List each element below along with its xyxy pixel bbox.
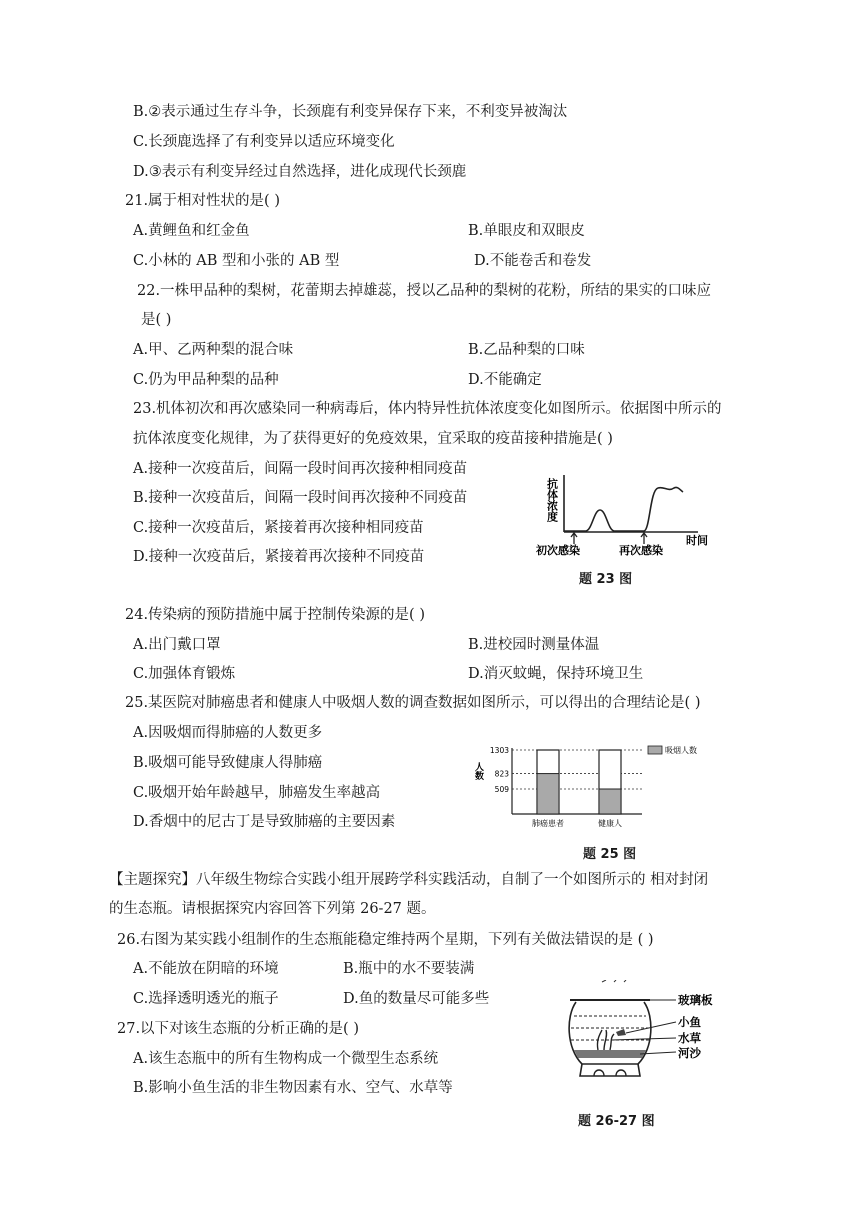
first-infection-label: 初次感染 xyxy=(536,544,580,557)
q21-option-c: C.小林的 AB 型和小张的 AB 型 xyxy=(133,253,340,269)
q24-option-b: B.进校园时测量体温 xyxy=(468,637,600,653)
fig23-caption: 题 23 图 xyxy=(579,572,633,587)
q22-stem-line2: 是( ) xyxy=(141,312,172,328)
y-tick-label: 1303 xyxy=(489,746,509,755)
q21-stem: 21.属于相对性状的是( ) xyxy=(125,193,280,209)
q26-option-b: B.瓶中的水不要装满 xyxy=(343,961,475,977)
q27-option-b: B.影响小鱼生活的非生物因素有水、空气、水草等 xyxy=(133,1080,453,1096)
antibody-ylabel: 抗体浓度 xyxy=(545,478,559,522)
q24-stem: 24.传染病的预防措施中属于控制传染源的是( ) xyxy=(125,607,425,623)
q23-stem-line2: 抗体浓度变化规律，为了获得更好的免疫效果，宜采取的疫苗接种措施是( ) xyxy=(133,431,613,447)
q27-option-a: A.该生态瓶中的所有生物构成一个微型生态系统 xyxy=(133,1051,439,1067)
small-fish-label: 小鱼 xyxy=(678,1015,701,1029)
bar-smokers xyxy=(537,774,559,814)
y-tick-label: 509 xyxy=(494,784,509,794)
q23-option-b: B.接种一次疫苗后，间隔一段时间再次接种不同疫苗 xyxy=(133,490,468,506)
q22-stem-line1: 22.一株甲品种的梨树，花蕾期去掉雄蕊，授以乙品种的梨树的花粉，所结的果实的口味应 xyxy=(137,283,712,299)
x-tick-label: 健康人 xyxy=(598,819,622,828)
q26-option-c: C.选择透明透光的瓶子 xyxy=(133,991,279,1007)
theme-intro-line1: 【主题探究】八年级生物综合实践小组开展跨学科实践活动，自制了一个如图所示的 相对封闭 xyxy=(109,872,709,888)
q23-option-a: A.接种一次疫苗后，间隔一段时间再次接种相同疫苗 xyxy=(133,461,468,477)
q20-option-c: C.长颈鹿选择了有利变异以适应环境变化 xyxy=(133,134,395,150)
q22-option-c: C.仍为甲品种梨的品种 xyxy=(133,372,279,388)
river-sand-label: 河沙 xyxy=(678,1046,701,1060)
y-tick-label: 823 xyxy=(494,769,509,779)
fig2627-caption: 题 26-27 图 xyxy=(578,1114,655,1129)
q22-option-d: D.不能确定 xyxy=(468,372,542,388)
x-tick-label: 肺癌患者 xyxy=(532,819,564,828)
water-grass-label: 水草 xyxy=(678,1031,701,1045)
q20-option-d: D.③表示有利变异经过自然选择，进化成现代长颈鹿 xyxy=(133,164,467,180)
bar-smokers xyxy=(599,789,621,814)
q23-option-c: C.接种一次疫苗后，紧接着再次接种相同疫苗 xyxy=(133,520,424,536)
q25-option-b: B.吸烟可能导致健康人得肺癌 xyxy=(133,755,323,771)
eco-bottle-figure xyxy=(560,980,730,1105)
q25-option-d: D.香烟中的尼古丁是导致肺癌的主要因素 xyxy=(133,814,396,830)
legend-swatch xyxy=(648,746,662,754)
q23-option-d: D.接种一次疫苗后，紧接着再次接种不同疫苗 xyxy=(133,549,425,565)
second-infection-label: 再次感染 xyxy=(619,544,663,557)
q22-option-b: B.乙品种梨的口味 xyxy=(468,342,585,358)
antibody-curve-figure xyxy=(528,470,728,560)
q23-stem-line1: 23.机体初次和再次感染同一种病毒后，体内特异性抗体浓度变化如图所示。依据图中所示的 xyxy=(133,401,722,417)
theme-intro-line2: 的生态瓶。请根据探究内容回答下列第 26-27 题。 xyxy=(109,901,436,917)
smoking-bar-chart xyxy=(470,742,700,832)
q26-option-a: A.不能放在阴暗的环境 xyxy=(133,961,279,977)
q20-option-b: B.②表示通过生存斗争，长颈鹿有利变异保存下来，不利变异被淘汰 xyxy=(133,104,568,120)
antibody-xlabel: 时间 xyxy=(686,534,708,547)
q21-option-a: A.黄鲤鱼和红金鱼 xyxy=(133,223,250,239)
q25-option-c: C.吸烟开始年龄越早，肺癌发生率越高 xyxy=(133,785,381,801)
q24-option-d: D.消灭蚊蝇，保持环境卫生 xyxy=(468,666,644,682)
glass-plate-label: 玻璃板 xyxy=(678,993,713,1007)
q26-option-d: D.鱼的数量尽可能多些 xyxy=(343,991,490,1007)
fig25-caption: 题 25 图 xyxy=(583,847,637,862)
q21-option-b: B.单眼皮和双眼皮 xyxy=(468,223,585,239)
q21-option-d: D.不能卷舌和卷发 xyxy=(474,253,592,269)
q22-option-a: A.甲、乙两种梨的混合味 xyxy=(133,342,294,358)
q27-stem: 27.以下对该生态瓶的分析正确的是( ) xyxy=(117,1021,359,1037)
legend-label: 吸烟人数 xyxy=(665,746,697,755)
q25-option-a: A.因吸烟而得肺癌的人数更多 xyxy=(133,725,323,741)
q26-stem: 26.右图为某实践小组制作的生态瓶能稳定维持两个星期，下列有关做法错误的是 ( ) xyxy=(117,932,654,948)
q24-option-c: C.加强体育锻炼 xyxy=(133,666,236,682)
q25-stem: 25.某医院对肺癌患者和健康人中吸烟人数的调查数据如图所示，可以得出的合理结论是( ) xyxy=(125,695,701,711)
q24-option-a: A.出门戴口罩 xyxy=(133,637,221,653)
y-axis-label: 人数 xyxy=(473,762,483,780)
